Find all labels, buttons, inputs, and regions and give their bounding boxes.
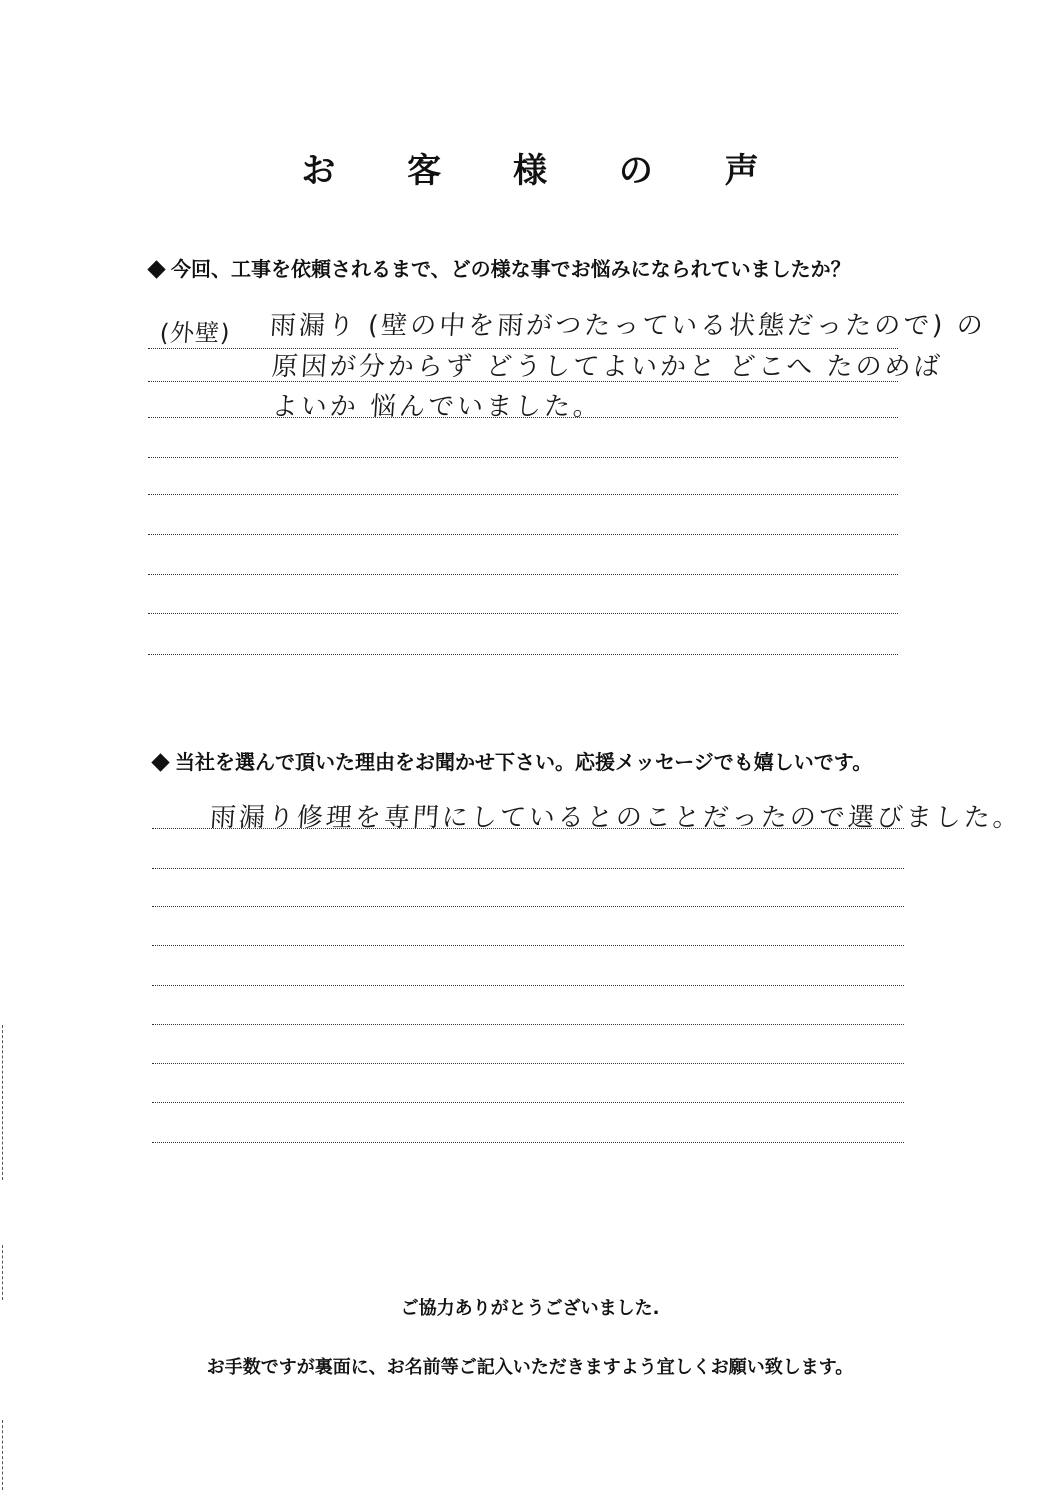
question-1-text: 今回、工事を依頼されるまで、どの様な事でお悩みになられていましたか？ xyxy=(171,257,851,281)
ruled-line xyxy=(152,906,904,907)
answer-1-line-1: 雨漏り (壁の中を雨がつたっている状態だったので) の xyxy=(268,311,987,341)
scan-edge-mark xyxy=(2,1420,3,1490)
page-title: お 客 様 の 声 xyxy=(301,151,789,191)
scan-edge-mark xyxy=(2,1025,3,1180)
ruled-line xyxy=(148,574,898,575)
diamond-bullet-icon xyxy=(151,753,169,771)
scan-edge-mark xyxy=(2,1245,3,1300)
ruled-line xyxy=(152,985,904,986)
request-message: お手数ですが裏面に、お名前等ご記入いただきますよう宜しくお願い致します。 xyxy=(206,1357,854,1378)
answer-1-line-3: よいか 悩んでいました。 xyxy=(270,392,604,422)
thanks-message: ご協力ありがとうございました. xyxy=(400,1298,660,1319)
question-1 xyxy=(148,253,851,282)
answer-1-line-2: 原因が分からず どうしてよいかと どこへ たのめば xyxy=(270,352,944,382)
ruled-line xyxy=(152,1063,904,1064)
ruled-line xyxy=(148,654,898,655)
ruled-line xyxy=(148,534,898,535)
diamond-bullet-icon xyxy=(147,260,165,278)
ruled-line xyxy=(148,613,898,614)
question-2-text: 当社を選んで頂いた理由をお聞かせ下さい。応援メッセージでも嬉しいです。 xyxy=(175,750,873,774)
ruled-line xyxy=(152,868,904,869)
ruled-line xyxy=(152,1102,904,1103)
answer-1-prefix: (外壁) xyxy=(158,319,232,347)
ruled-line xyxy=(152,1024,904,1025)
answer-2-line-1: 雨漏り修理を専門にしているとのことだったので選びました。 xyxy=(208,803,1023,833)
ruled-line xyxy=(148,494,898,495)
ruled-line xyxy=(148,457,898,458)
ruled-line xyxy=(152,945,904,946)
ruled-line xyxy=(152,1142,904,1143)
question-2 xyxy=(152,746,872,775)
